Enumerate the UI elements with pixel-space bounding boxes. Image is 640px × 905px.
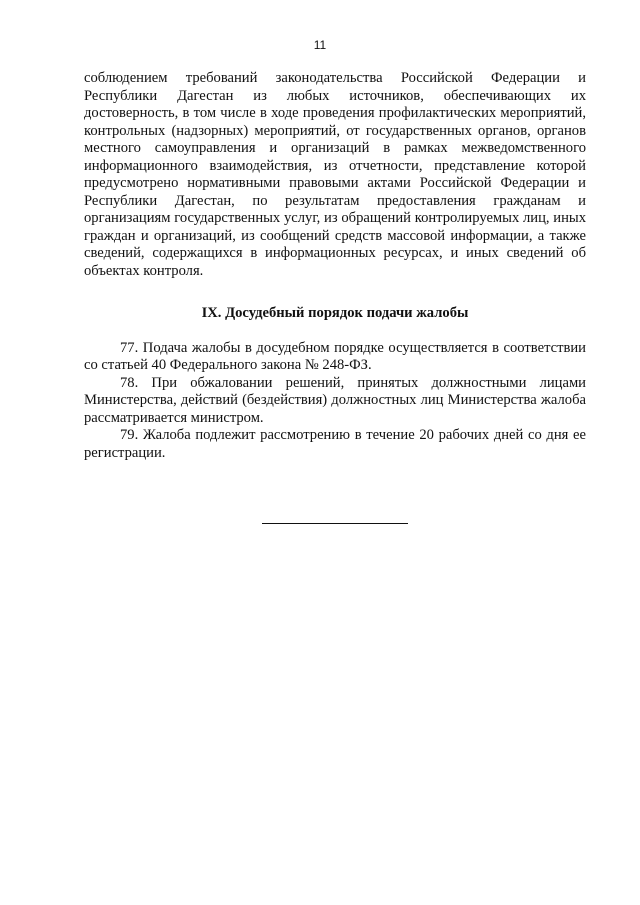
paragraph-78: 78. При обжаловании решений, принятых должностными лицами Министерства, действий (бездействия) должностных лиц Министерства жалоба рассматривается министром. [84, 374, 586, 426]
continuation-paragraph: соблюдением требований законодательства Российской Федерации и Республики Дагестан из любых источников, обеспечивающих их достоверность, в том числе в ходе проведения профилактических мероприятий, контрольных (надзорных) мероприятий, от государственных органов, органов местного самоуправления и организаций в рамках межведомственного информационного взаимодействия, из отчетности, представление которой предусмотрено нормативными правовыми актами Российской Федерации и Республики Дагестан, по результатам предоставления гражданам и организациям государственных услуг, из обращений контролируемых лиц, иных граждан и организаций, из сообщений средств массовой информации, а также сведений, содержащихся в информационных ресурсах, и иных сведений об объектах контроля. [84, 70, 586, 279]
paragraph-79: 79. Жалоба подлежит рассмотрению в течение 20 рабочих дней со дня ее регистрации. [84, 427, 586, 461]
page-number: 11 [313, 38, 327, 52]
end-divider-line [262, 523, 408, 524]
paragraph-77: 77. Подача жалобы в досудебном порядке осуществляется в соответствии со статьей 40 Федерального закона № 248-ФЗ. [84, 339, 586, 373]
document-body [84, 70, 586, 462]
section-heading: IX. Досудебный порядок подачи жалобы [201, 305, 469, 321]
